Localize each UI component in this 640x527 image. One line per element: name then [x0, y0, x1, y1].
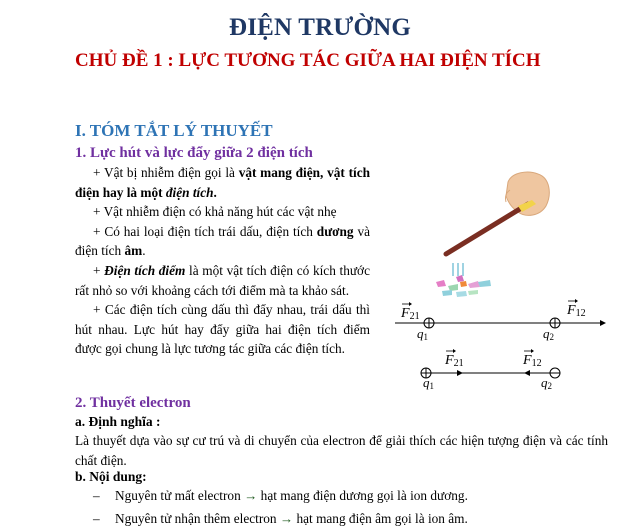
section-heading: I. TÓM TẮT LÝ THUYẾT	[75, 121, 273, 140]
subsection-heading-electron: 2. Thuyết electron	[75, 395, 191, 411]
theory-text	[75, 163, 370, 359]
page-title: ĐIỆN TRƯỜNG	[228, 14, 412, 41]
svg-text:q1: q1	[417, 326, 428, 342]
svg-text:F12: F12	[523, 353, 542, 369]
svg-text:q1: q1	[423, 375, 434, 391]
svg-text:q2: q2	[543, 326, 554, 342]
paragraph-charged-object: + Vật bị nhiễm điện gọi là vật mang điện, vật tích điện hay là một điện tích.	[75, 165, 370, 200]
attraction-diagram	[421, 349, 560, 391]
svg-text:F21: F21	[401, 306, 420, 322]
svg-text:F21: F21	[445, 353, 464, 369]
definition-heading: a. Định nghĩa :	[75, 414, 161, 429]
arrow-right-icon: →	[279, 511, 294, 526]
svg-text:F12: F12	[567, 303, 586, 319]
list-item: – Nguyên tử nhận thêm electron → hạt mang điện âm gọi là ion âm.	[93, 511, 468, 526]
arrow-right-icon: →	[244, 488, 258, 503]
arrowhead-icon	[600, 320, 606, 326]
arrowhead-icon	[457, 370, 463, 376]
topic-title: CHỦ ĐỀ 1 : LỰC TƯƠNG TÁC GIỮA HAI ĐIỆN TÍCH	[75, 50, 541, 71]
svg-text:q2: q2	[541, 375, 552, 391]
repulsion-diagram	[395, 299, 606, 342]
content-heading: b. Nội dung:	[75, 469, 147, 484]
rod-icon	[446, 204, 528, 254]
charged-rod-illustration	[400, 160, 550, 300]
paragraph-two-kinds: + Có hai loại điện tích trái dấu, điện tích dương và điện tích âm.	[75, 223, 370, 259]
arrowhead-icon	[524, 370, 530, 376]
subsection-heading: 1. Lực hút và lực đẩy giữa 2 điện tích	[75, 145, 313, 161]
paragraph-attract-light: + Vật nhiễm điện có khả năng hút các vật nhẹ	[93, 204, 337, 220]
attraction-lines-icon	[453, 263, 463, 276]
paragraph-interaction: + Các điện tích cùng dấu thì đẩy nhau, trái dấu thì hút nhau. Lực hút hay đẩy giữa hai điện tích điểm được gọi chung là lực tương tác giữa các điện tích.	[75, 302, 370, 357]
paragraph-point-charge: + Điện tích điểm là một vật tích điện có kích thước rất nhỏ so với khoảng cách tới điểm mà ta khảo sát.	[75, 262, 370, 298]
force-diagram	[395, 292, 610, 392]
list-item: – Nguyên tử mất electron → hạt mang điện dương gọi là ion dương.	[93, 488, 468, 503]
definition-text: Là thuyết dựa vào sự cư trú và di chuyển của electron để giải thích các hiện tượng điện và các tính chất điện.	[75, 433, 608, 468]
